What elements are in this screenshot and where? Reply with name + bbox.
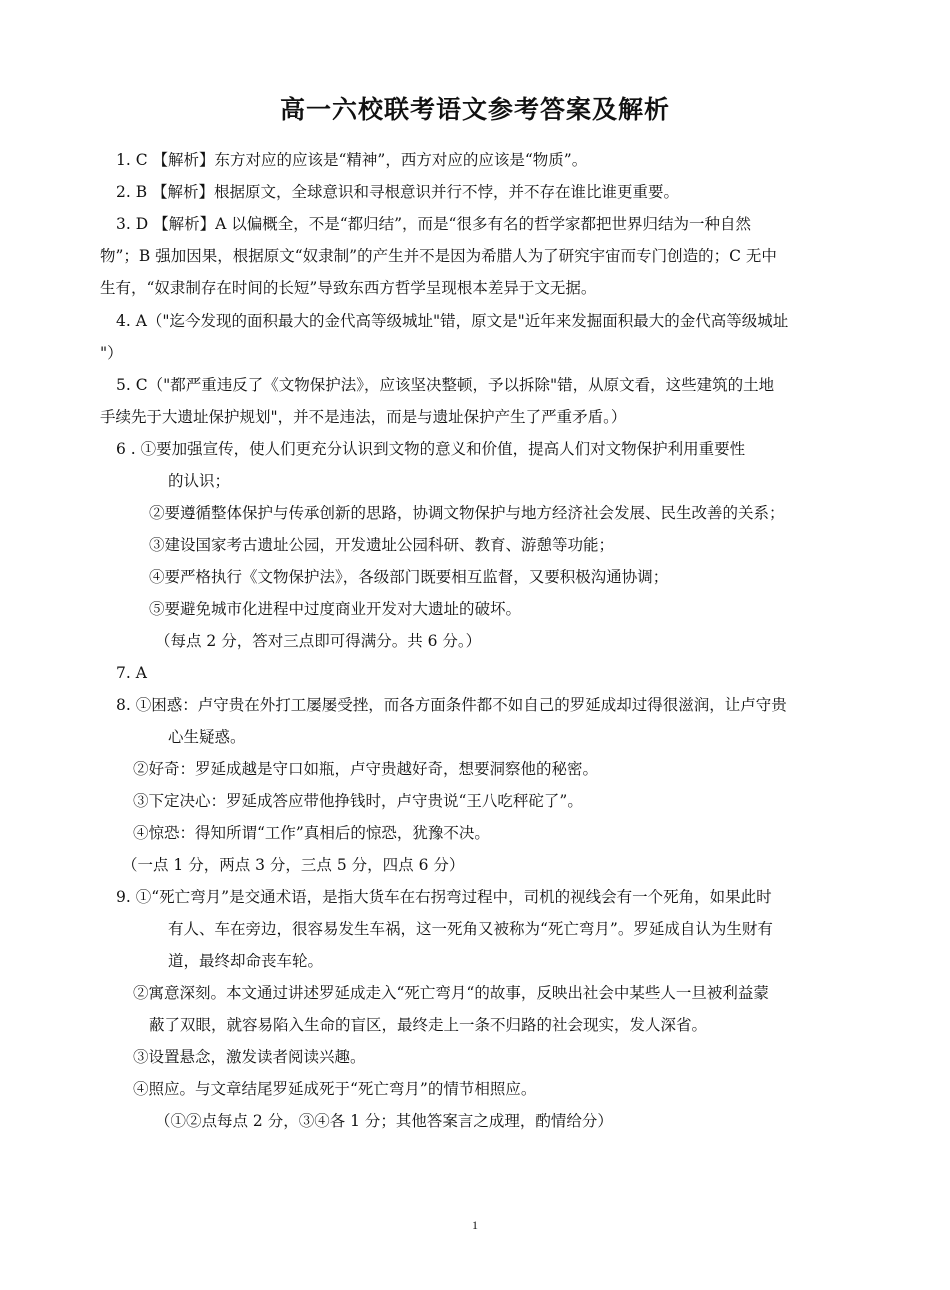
text-line: ②好奇：罗延成越是守口如瓶，卢守贵越好奇，想要洞察他的秘密。: [133, 760, 599, 778]
text-line: ③建设国家考古遗址公园，开发遗址公园科研、教育、游憩等功能；: [149, 536, 615, 554]
text-line: 8. ①困惑：卢守贵在外打工屡屡受挫，而各方面条件都不如自己的罗延成却过得很滋润，让卢守贵: [116, 696, 787, 714]
text-line: 9. ①“死亡弯月”是交通术语，是指大货车在右拐弯过程中，司机的视线会有一个死角，如果此时: [116, 888, 772, 906]
document-title: 高一六校联考语文参考答案及解析: [279, 95, 670, 124]
text-line: ⑤要避免城市化进程中过度商业开发对大遗址的破坏。: [149, 600, 522, 618]
text-line: 5. C（"都严重违反了《文物保护法》，应该坚决整顿，予以拆除"错，从原文看，这些建筑的土地: [116, 376, 775, 394]
page-number: 1: [472, 1218, 478, 1232]
text-line: 手续先于大遗址保护规划"，并不是违法，而是与遗址保护产生了严重矛盾。）: [100, 408, 627, 426]
text-line: 的认识；: [168, 472, 231, 490]
text-line: "）: [100, 344, 123, 362]
text-line: ③设置悬念，激发读者阅读兴趣。: [133, 1048, 366, 1066]
text-line: 1. C 【解析】东方对应的应该是“精神”，西方对应的应该是“物质”。: [116, 151, 588, 169]
text-line: 生有，“奴隶制存在时间的长短”导致东西方哲学呈现根本差异于文无据。: [100, 279, 597, 297]
text-line: ④照应。与文章结尾罗延成死于“死亡弯月”的情节相照应。: [133, 1080, 537, 1098]
text-line: 道，最终却命丧车轮。: [168, 952, 324, 970]
text-line: ②要遵循整体保护与传承创新的思路，协调文物保护与地方经济社会发展、民生改善的关系；: [149, 504, 785, 522]
text-line: 2. B 【解析】根据原文，全球意识和寻根意识并行不悖，并不存在谁比谁更重要。: [116, 183, 680, 201]
text-line: ③下定决心：罗延成答应带他挣钱时，卢守贵说“王八吃秤砣了”。: [133, 792, 583, 810]
text-line: （①②点每点 2 分，③④各 1 分；其他答案言之成理，酌情给分）: [155, 1112, 613, 1130]
text-line: 4. A（"迄今发现的面积最大的金代高等级城址"错，原文是"近年来发掘面积最大的金代高等级城址: [116, 312, 789, 330]
text-line: 3. D 【解析】A 以偏概全，不是“都归结”，而是“很多有名的哲学家都把世界归结为一种自然: [116, 215, 751, 233]
text-line: ④要严格执行《文物保护法》，各级部门既要相互监督，又要积极沟通协调；: [149, 568, 669, 586]
text-line: 物”；B 强加因果，根据原文“奴隶制”的产生并不是因为希腊人为了研究宇宙而专门创造的；C 无中: [100, 247, 777, 265]
text-line: ④惊恐：得知所谓“工作”真相后的惊恐，犹豫不决。: [133, 824, 490, 842]
text-line: 7. A: [116, 664, 147, 682]
text-line: 6 . ①要加强宣传，使人们更充分认识到文物的意义和价值，提高人们对文物保护利用重要性: [116, 440, 746, 458]
text-line: （一点 1 分，两点 3 分，三点 5 分，四点 6 分）: [122, 856, 465, 874]
text-line: 蔽了双眼，就容易陷入生命的盲区，最终走上一条不归路的社会现实，发人深省。: [149, 1016, 708, 1034]
text-line: ②寓意深刻。本文通过讲述罗延成走入“死亡弯月“的故事，反映出社会中某些人一旦被利益蒙: [133, 984, 769, 1002]
text-line: （每点 2 分，答对三点即可得满分。共 6 分。）: [155, 632, 482, 650]
text-line: 有人、车在旁边，很容易发生车祸，这一死角又被称为“死亡弯月”。罗延成自认为生财有: [168, 920, 773, 938]
text-line: 心生疑惑。: [168, 728, 246, 746]
